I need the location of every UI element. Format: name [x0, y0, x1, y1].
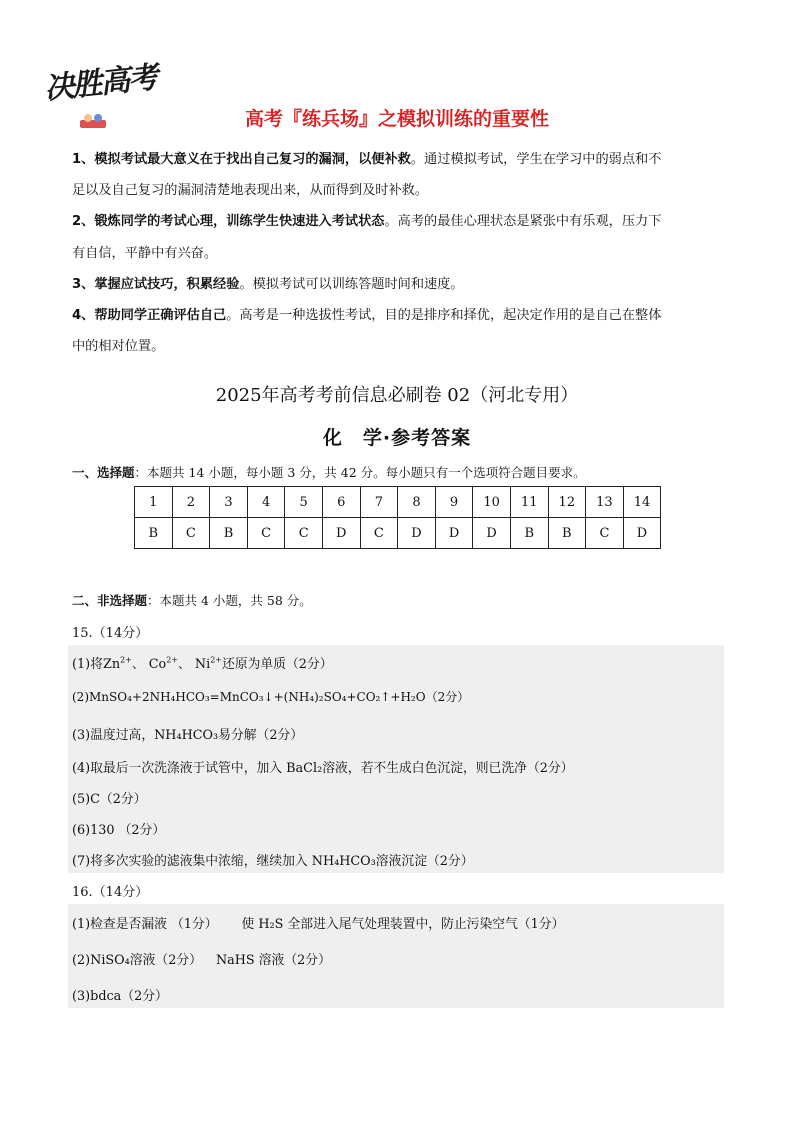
answer-choice: C: [285, 518, 323, 549]
document-title: 2025年高考考前信息必刷卷 02（河北专用）: [215, 385, 579, 406]
section-nonchoice-heading: 二、非选择题：本题共 4 小题，共 58 分。: [72, 593, 312, 608]
answer-number: 9: [435, 487, 473, 518]
answer-number: 14: [623, 487, 661, 518]
q16-answer-3: (3)bdca（2分）: [72, 989, 168, 1004]
q15-answer-1: (1)将$Zn^{2+}$、 $Co^{2+}$、 $Ni^{2+}$还原为单质（2分）: [72, 655, 333, 672]
answer-number: 4: [247, 487, 285, 518]
answer-number: 2: [172, 487, 210, 518]
intro-line: 4、帮助同学正确评估自己。高考是一种选拔性考试，目的是排序和择优，起决定作用的是自己在整体: [72, 308, 662, 324]
answer-number: 5: [285, 487, 323, 518]
answer-table: [134, 486, 661, 549]
q16-answer-1: (1)检查是否漏液 （1分） 使 H₂S 全部进入尾气处理装置中，防止污染空气（1分）: [72, 917, 565, 932]
q15-answer-2: (2)MnSO₄+2NH₄HCO₃=MnCO₃↓+(NH₄)₂SO₄+CO₂↑+H₂O（2分）: [72, 690, 470, 704]
answer-choice: B: [510, 518, 548, 549]
intro-paragraphs: [72, 144, 724, 362]
intro-line: 1、模拟考试最大意义在于找出自己复习的漏洞，以便补救。通过模拟考试，学生在学习中的弱点和不: [72, 152, 662, 167]
section-choice-heading: 一、选择题：本题共 14 小题，每小题 3 分，共 42 分。每小题只有一个选项符合题目要求。: [72, 465, 586, 480]
answer-number: 8: [398, 487, 436, 518]
answer-choice-row: [135, 518, 661, 549]
intro-line: 有自信，平静中有兴奋。: [72, 245, 218, 261]
answer-choice: C: [586, 518, 624, 549]
answer-number: 11: [510, 487, 548, 518]
answer-choice: C: [360, 518, 398, 549]
intro-line: 2、锻炼同学的考试心理，训练学生快速进入考试状态。高考的最佳心理状态是紧张中有乐观，压力下: [72, 214, 662, 230]
answer-choice: D: [398, 518, 436, 549]
answer-number-row: [135, 487, 661, 518]
answer-choice: D: [623, 518, 661, 549]
answer-number: 3: [210, 487, 248, 518]
answer-number: 13: [586, 487, 624, 518]
answer-choice: D: [473, 518, 511, 549]
q15-answer-4: (4)取最后一次洗涤液于试管中，加入 BaCl₂溶液，若不生成白色沉淀，则已洗净（2分）: [72, 761, 574, 776]
q16-answer-2: (2)NiSO₄溶液（2分） NaHS 溶液（2分）: [72, 953, 331, 968]
answer-choice: B: [548, 518, 586, 549]
q15-answer-7: (7)将多次实验的滤液集中浓缩，继续加入 NH₄HCO₃溶液沉淀（2分）: [72, 854, 474, 869]
banner-title: 高考『练兵场』之模拟训练的重要性: [244, 108, 549, 130]
answer-choice: B: [135, 518, 173, 549]
subject-title: 化 学·参考答案: [322, 427, 472, 449]
intro-line: 中的相对位置。: [72, 339, 165, 355]
answer-number: 12: [548, 487, 586, 518]
logo-text: 决胜高考: [42, 60, 158, 107]
answer-number: 1: [135, 487, 173, 518]
answer-choice: C: [247, 518, 285, 549]
answer-number: 7: [360, 487, 398, 518]
intro-line: 3、掌握应试技巧，积累经验。模拟考试可以训练答题时间和速度。: [72, 276, 464, 292]
answer-choice: B: [210, 518, 248, 549]
q15-header: 15.（14分）: [72, 626, 149, 641]
q15-answer-6: (6)130 （2分）: [72, 823, 166, 838]
answer-number: 10: [473, 487, 511, 518]
answer-choice: D: [435, 518, 473, 549]
q16-header: 16.（14分）: [72, 885, 149, 900]
q15-answer-5: (5)C（2分）: [72, 792, 147, 807]
answer-choice: D: [322, 518, 360, 549]
q15-answer-3: (3)温度过高，NH₄HCO₃易分解（2分）: [72, 728, 304, 743]
intro-line: 足以及自己复习的漏洞清楚地表现出来，从而得到及时补救。: [72, 183, 429, 199]
answer-number: 6: [322, 487, 360, 518]
answer-choice: C: [172, 518, 210, 549]
